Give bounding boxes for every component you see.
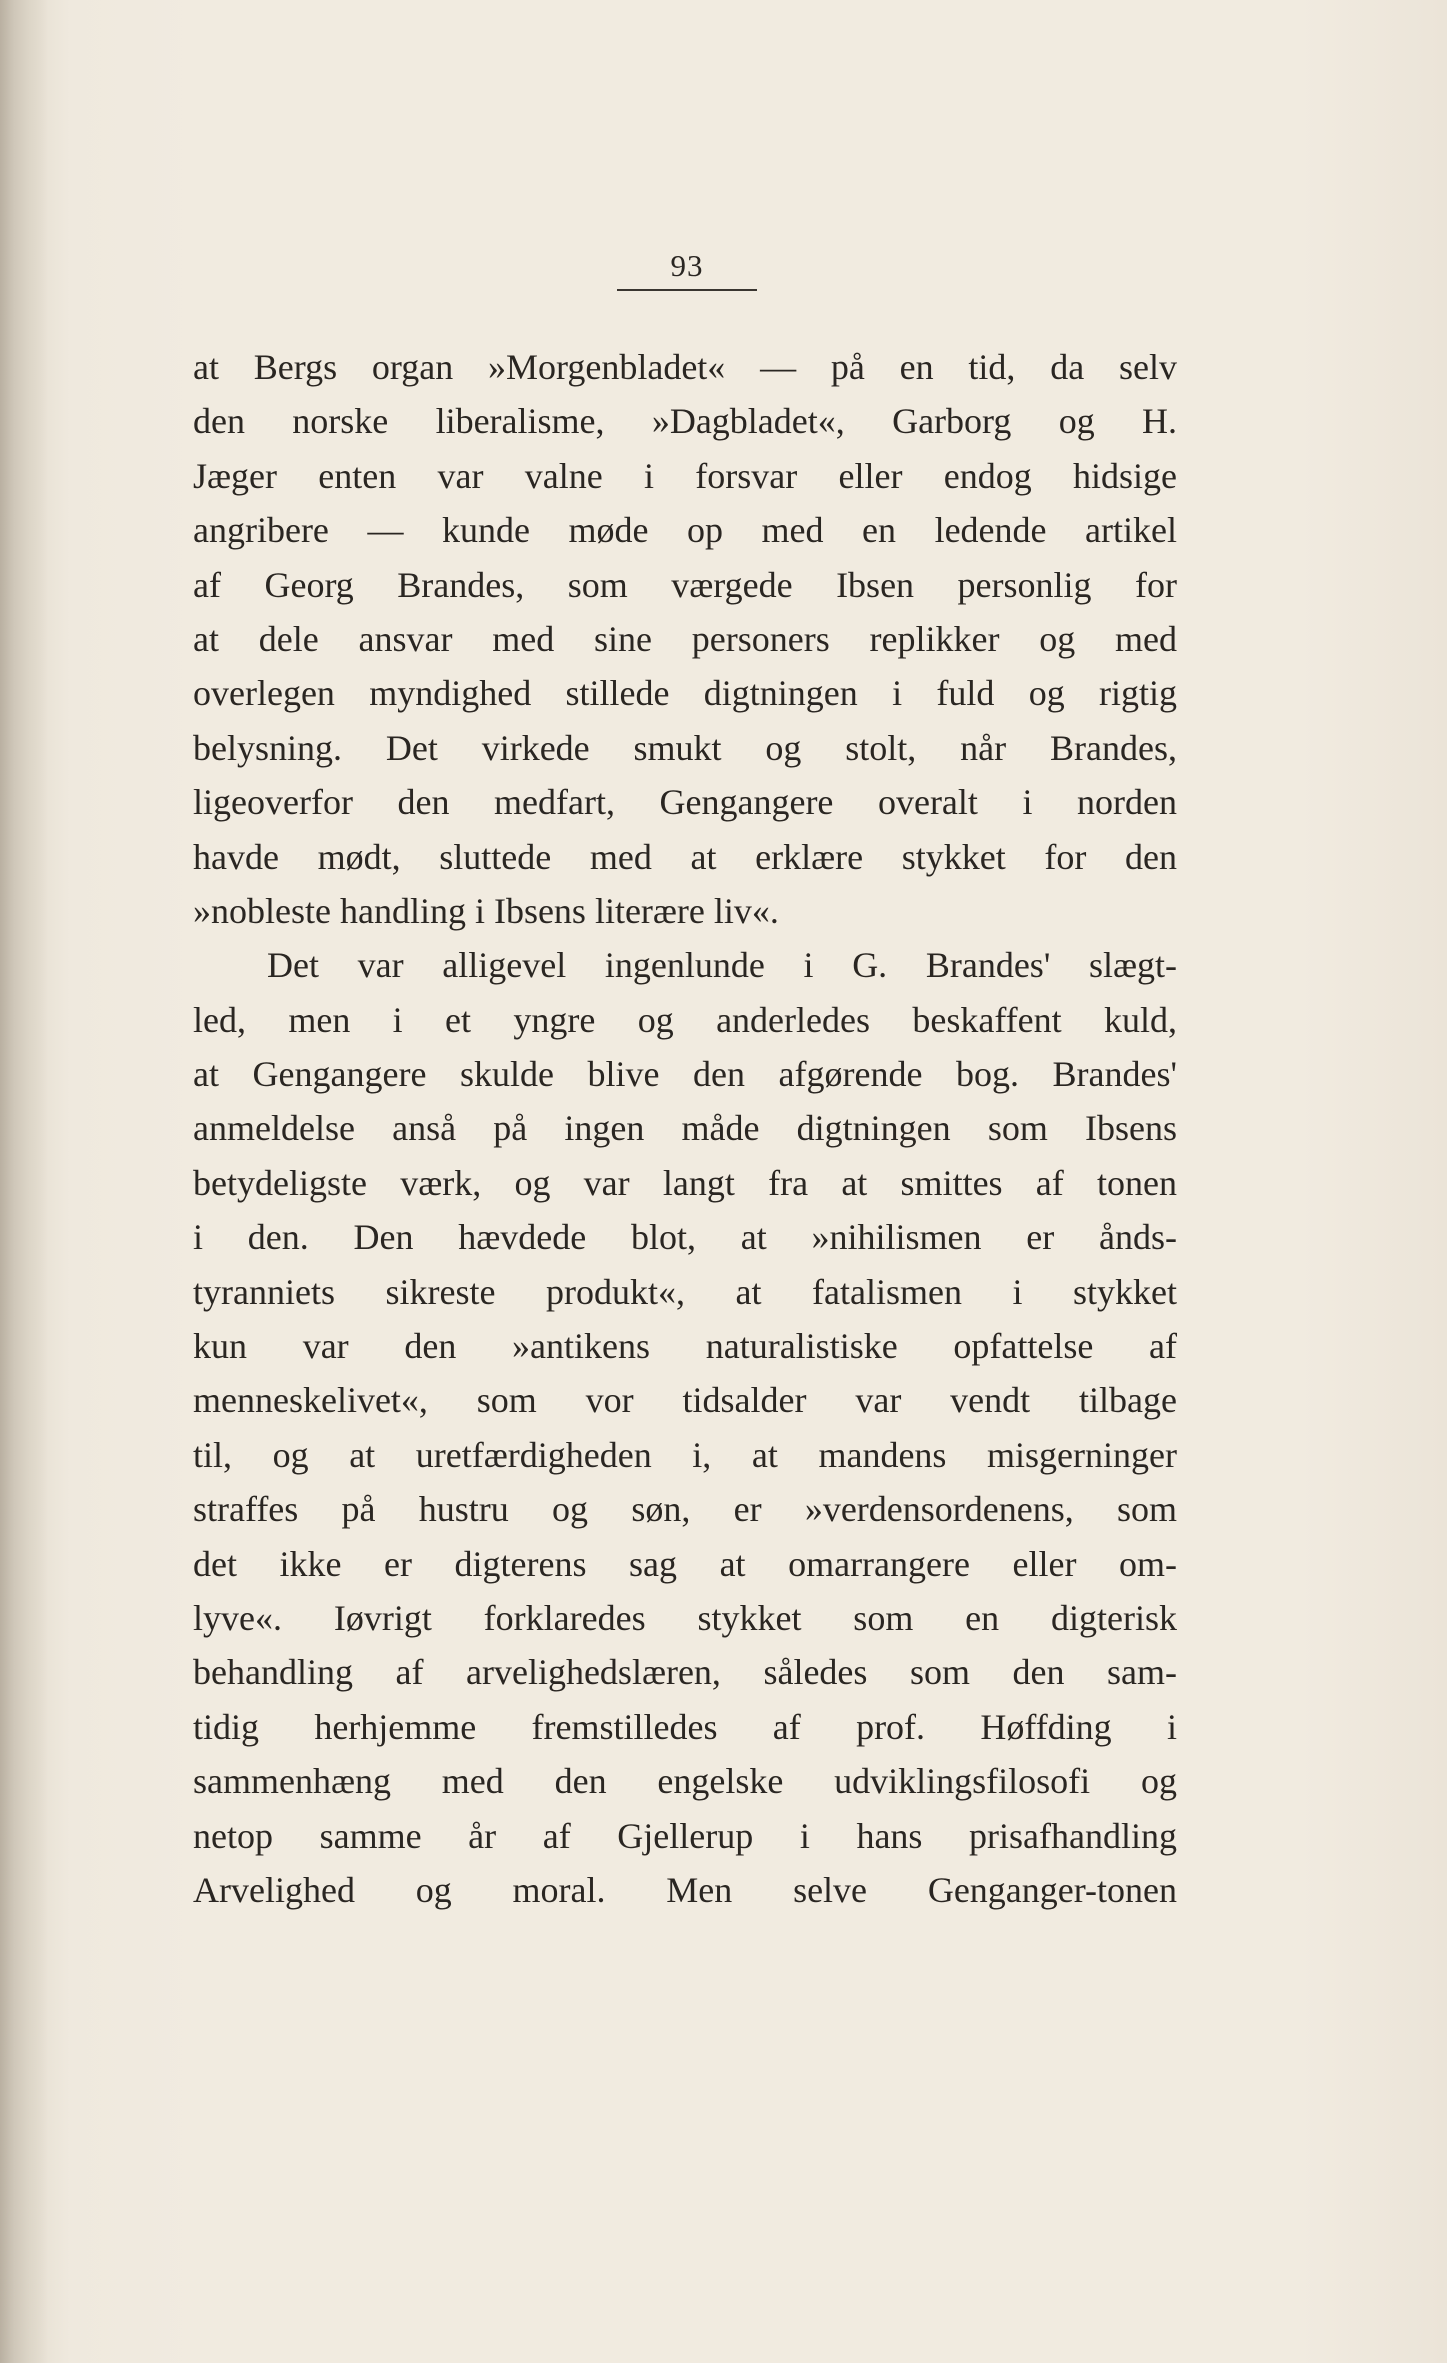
page-binding-edge (0, 0, 48, 2363)
text-line: led, men i et yngre og anderledes beskaffent kuld, (193, 999, 1177, 1040)
text-line: at Bergs organ »Morgenbladet« — på en tid, da selv (193, 347, 1177, 387)
text-line: kun var den »antikens naturalistiske opfattelse af (193, 1326, 1177, 1367)
page-number-rule (617, 289, 757, 291)
text-line: det ikke er digterens sag at omarrangere eller om- (193, 1543, 1177, 1584)
body-text (193, 340, 1177, 1917)
text-line: lyve«. Iøvrigt forklaredes stykket som en digterisk (193, 1597, 1177, 1638)
page-number: 93 (670, 248, 704, 283)
text-line: at Gengangere skulde blive den afgørende bog. Brandes' (193, 1054, 1177, 1095)
text-line: menneskelivet«, som vor tidsalder var vendt tilbage (193, 1380, 1177, 1421)
text-line: tidig herhjemme fremstilledes af prof. Høffding i (193, 1706, 1177, 1747)
text-line: af Georg Brandes, som værgede Ibsen personlig for (193, 564, 1177, 605)
text-line: havde mødt, sluttede med at erklære stykket for den (193, 836, 1177, 877)
text-line: betydeligste værk, og var langt fra at smittes af tonen (193, 1162, 1177, 1203)
text-line: den norske liberalisme, »Dagbladet«, Garborg og H. (193, 401, 1177, 442)
text-line: til, og at uretfærdigheden i, at mandens misgerninger (193, 1434, 1177, 1475)
text-line: i den. Den hævdede blot, at »nihilismen er ånds- (193, 1217, 1177, 1258)
text-line: Jæger enten var valne i forsvar eller endog hidsige (193, 455, 1177, 496)
text-line: belysning. Det virkede smukt og stolt, når Brandes, (193, 727, 1177, 768)
text-line: at dele ansvar med sine personers replikker og med (193, 618, 1177, 659)
text-line: tyranniets sikreste produkt«, at fatalismen i stykket (193, 1271, 1177, 1312)
text-line: overlegen myndighed stillede digtningen i fuld og rigtig (193, 673, 1177, 714)
text-line: Arvelighed og moral. Men selve Genganger-tonen (193, 1869, 1177, 1910)
text-line: sammenhæng med den engelske udviklingsfilosofi og (193, 1761, 1177, 1802)
text-line: angribere — kunde møde op med en ledende artikel (193, 510, 1177, 551)
text-line: anmeldelse anså på ingen måde digtningen som Ibsens (193, 1108, 1177, 1149)
text-line: netop samme år af Gjellerup i hans prisafhandling (193, 1815, 1177, 1856)
text-line: behandling af arvelighedslæren, således som den sam- (193, 1652, 1177, 1693)
text-line: straffes på hustru og søn, er »verdensordenens, som (193, 1489, 1177, 1530)
paragraph-start-line: Det var alligevel ingenlunde i G. Brandes' slægt- (267, 945, 1177, 986)
text-line: ligeoverfor den medfart, Gengangere overalt i norden (193, 782, 1177, 823)
paragraph-end-line: »nobleste handling i Ibsens literære liv«. (193, 890, 779, 931)
